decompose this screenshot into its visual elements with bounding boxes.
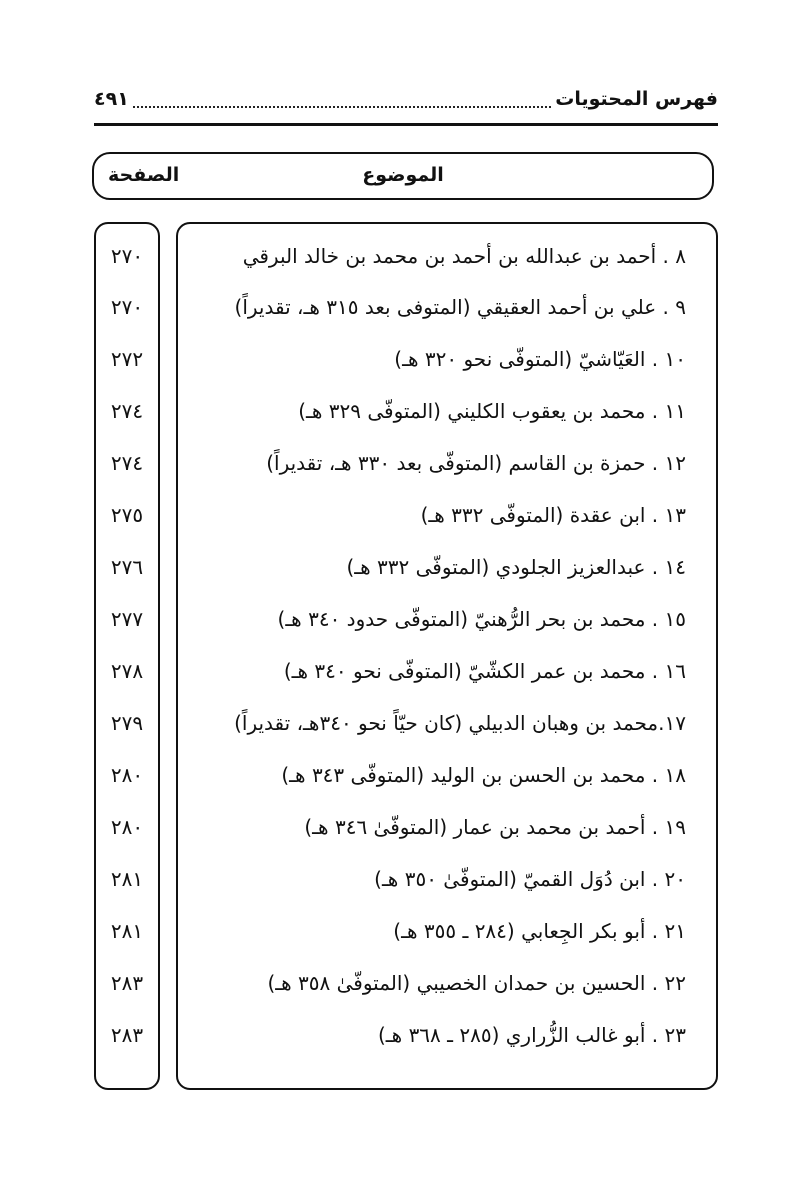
toc-page-number: ٢٨٣ [110,1023,144,1047]
toc-page-number: ٢٧٨ [110,659,144,683]
toc-entry: ٢١ . أبو بكر الجِعابي (٢٨٤ ـ ٣٥٥ هـ) [393,919,686,943]
toc-page-number: ٢٧٥ [110,503,144,527]
toc-page-number: ٢٧٧ [110,607,144,631]
toc-page-number: ٢٧٦ [110,555,144,579]
column-header-page: الصفحة [108,164,180,186]
toc-entry: ٩ . علي بن أحمد العقيقي (المتوفى بعد ٣١٥ هـ، تقديراً) [234,295,686,319]
toc-page-number: ٢٧٠ [110,295,144,319]
toc-entry: ١٧.محمد بن وهبان الدبيلي (كان حيّاً نحو ٣٤٠هـ، تقديراً) [234,711,686,735]
toc-entry: ١٨ . محمد بن الحسن بن الوليد (المتوفّى ٣٤٣ هـ) [281,763,686,787]
toc-entry: ١٦ . محمد بن عمر الكشّيّ (المتوفّى نحو ٣٤٠ هـ) [283,659,686,683]
toc-page-number: ٢٨١ [110,919,144,943]
toc-page-number: ٢٧٤ [110,451,144,475]
column-header-topic: الموضوع [362,164,444,186]
toc-page-number: ٢٧٠ [110,244,144,268]
toc-page-number: ٢٨١ [110,867,144,891]
toc-entry: ١٥ . محمد بن بحر الرُّهنيّ (المتوفّى حدود ٣٤٠ هـ) [277,607,686,631]
toc-entry: ١٩ . أحمد بن محمد بن عمار (المتوفّىٰ ٣٤٦ هـ) [304,815,686,839]
toc-entry: ٢٢ . الحسين بن حمدان الخصيبي (المتوفّىٰ ٣٥٨ هـ) [267,971,686,995]
header-rule [94,123,718,126]
running-header-title: فهرس المحتويات [555,88,718,110]
toc-page-number: ٢٨٣ [110,971,144,995]
toc-entry: ١٠ . العَيّاشيّ (المتوفّى نحو ٣٢٠ هـ) [394,347,686,371]
running-header-page-number: ٤٩١ [94,88,129,110]
toc-page-number: ٢٧٢ [110,347,144,371]
toc-page-number: ٢٧٩ [110,711,144,735]
header-dot-leader [133,90,551,108]
toc-entry: ٢٠ . ابن دُوَل القميّ (المتوفّىٰ ٣٥٠ هـ) [374,867,686,891]
toc-entry: ٢٣ . أبو غالب الزُّراري (٢٨٥ ـ ٣٦٨ هـ) [377,1023,686,1047]
toc-entry: ٨ . أحمد بن عبدالله بن أحمد بن محمد بن خالد البرقي [242,244,686,268]
toc-entry: ١٢ . حمزة بن القاسم (المتوفّى بعد ٣٣٠ هـ، تقديراً) [266,451,686,475]
column-header-box [92,152,714,200]
toc-entry: ١٤ . عبدالعزيز الجلودي (المتوفّى ٣٣٢ هـ) [346,555,686,579]
toc-page-number: ٢٨٠ [110,815,144,839]
toc-page-number: ٢٧٤ [110,399,144,423]
toc-entry: ١١ . محمد بن يعقوب الكليني (المتوفّى ٣٢٩ هـ) [298,399,686,423]
toc-entry: ١٣ . ابن عقدة (المتوفّى ٣٣٢ هـ) [420,503,686,527]
running-header [94,84,718,114]
toc-page-number: ٢٨٠ [110,763,144,787]
